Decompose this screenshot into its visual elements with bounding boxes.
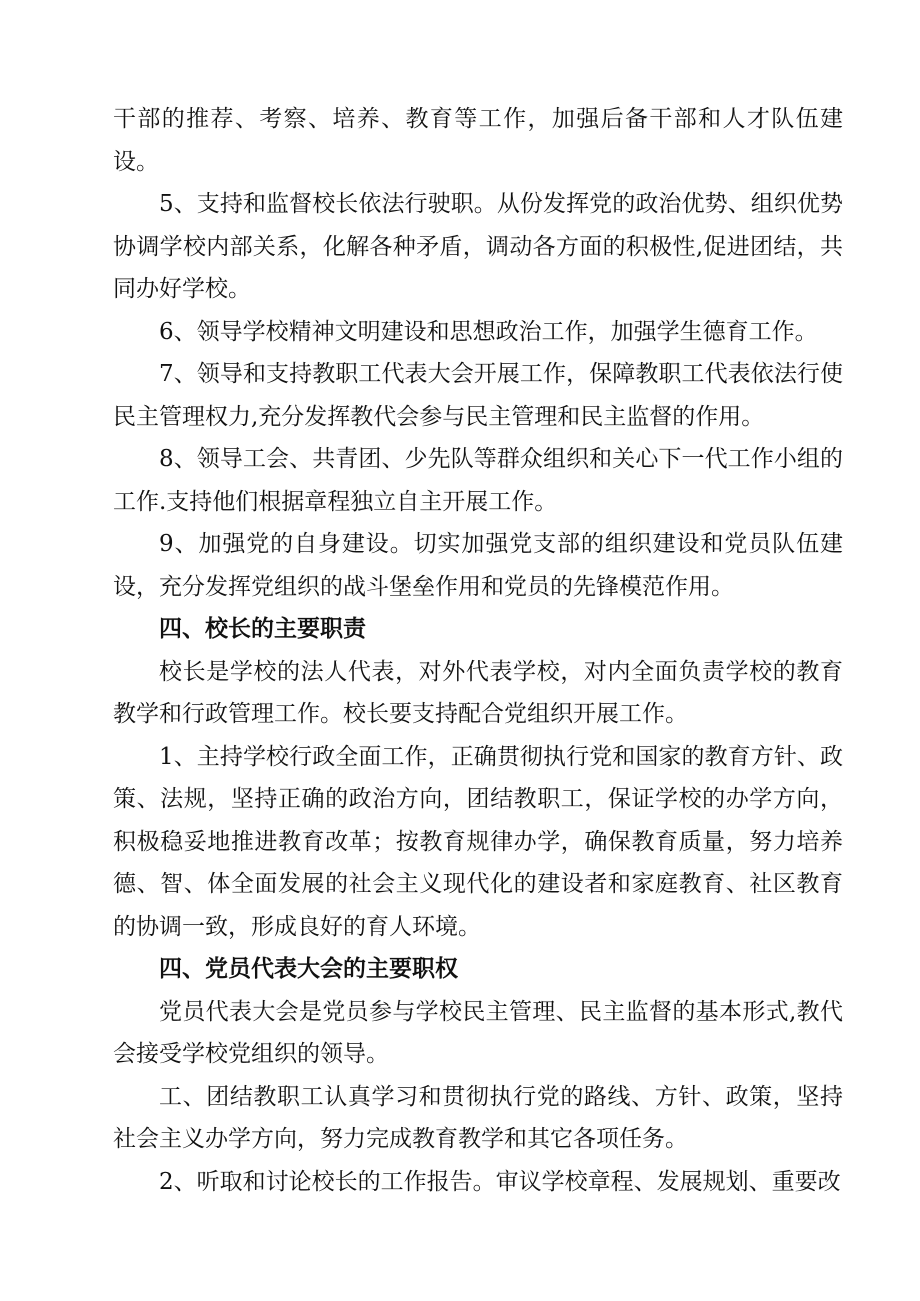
paragraph-congress-item-2: 2、听取和讨论校长的工作报告。审议学校章程、发展规划、重要改	[159, 1168, 841, 1195]
paragraph-item-7: 7、领导和支持教职工代表大会开展工作，保障教职工代表依法行使民主管理权力,充分发挥教代会参与民主管理和民主监督的作用。	[113, 361, 843, 430]
paragraph-congress-intro: 党员代表大会是党员参与学校民主管理、民主监督的基本形式,教代会接受学校党组织的领导。	[113, 998, 843, 1067]
section-heading-congress-powers: 四、党员代表大会的主要职权	[159, 955, 458, 982]
section-heading-principal-duties: 四、校长的主要职责	[159, 615, 366, 642]
paragraph-item-5: 5、支持和监督校长依法行驶职。从份发挥党的政治优势、组织优势协调学校内部关系，化解各种矛盾，调动各方面的积极性,促进团结，共同办好学校。	[113, 191, 843, 302]
paragraph-item-8: 8、领导工会、共青团、少先队等群众组织和关心下一代工作小组的工作.支持他们根据章程独立自主开展工作。	[113, 446, 843, 515]
paragraph-principal-item-1: 1、主持学校行政全面工作，正确贯彻执行党和国家的教育方针、政策、法规，坚持正确的政治方向，团结教职工，保证学校的办学方向，积极稳妥地推进教育改革；按教育规律办学，确保教育质量，努力培养德、智、体全面发展的社会主义现代化的建设者和家庭教育、社区教育的协调一致，形成良好的育人环境。	[113, 743, 843, 940]
paragraph-principal-intro: 校长是学校的法人代表，对外代表学校，对内全面负责学校的教育教学和行政管理工作。校长要支持配合党组织开展工作。	[113, 658, 843, 727]
paragraph-congress-item-1: 工、团结教职工认真学习和贯彻执行党的路线、方针、政策，坚持社会主义办学方向，努力完成教育教学和其它各项任务。	[113, 1083, 843, 1152]
paragraph-item-6: 6、领导学校精神文明建设和思想政治工作，加强学生德育工作。	[159, 318, 818, 345]
paragraph-cadre-work: 干部的推荐、考察、培养、教育等工作，加强后备干部和人才队伍建设。	[113, 106, 843, 175]
document-page	[113, 98, 843, 1203]
paragraph-item-9: 9、加强党的自身建设。切实加强党支部的组织建设和党员队伍建设，充分发挥党组织的战斗堡垒作用和党员的先锋模范作用。	[113, 531, 843, 600]
